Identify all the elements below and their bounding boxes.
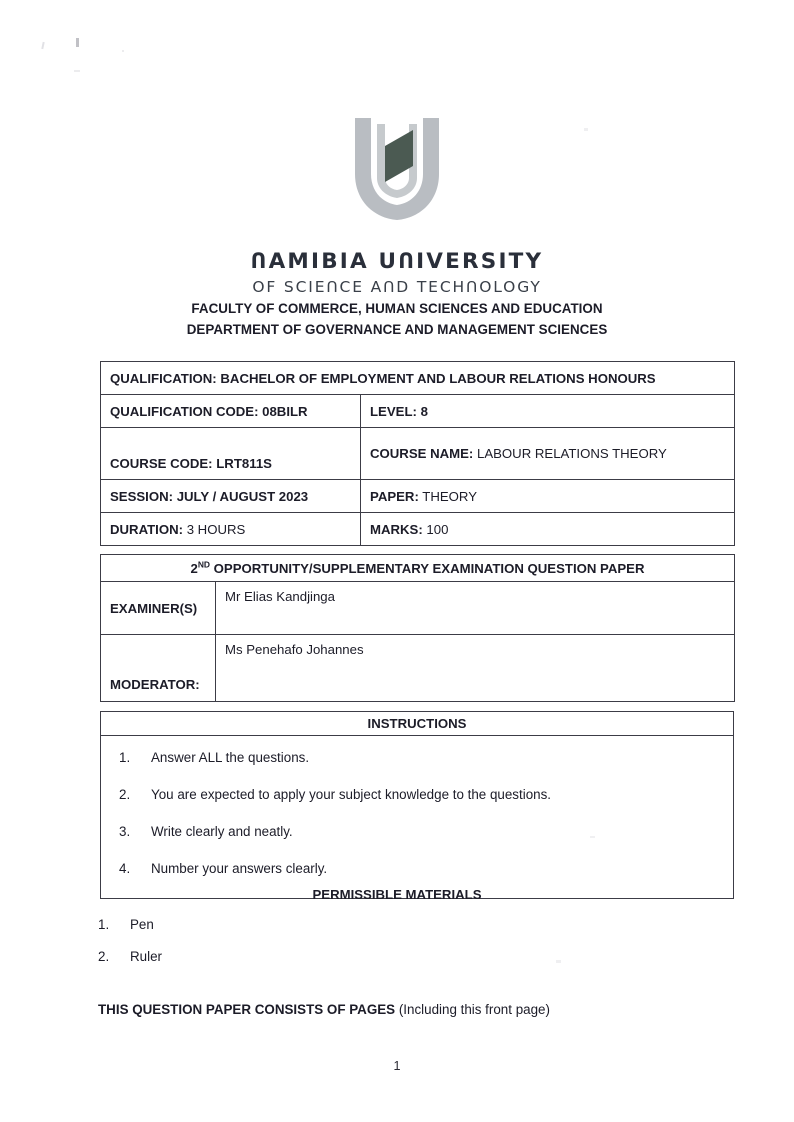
qualification-code-label: QUALIFICATION CODE: — [110, 403, 259, 419]
qualification-code-cell — [101, 395, 361, 428]
course-code-value: LRT811S — [216, 456, 272, 471]
qualification-label: QUALIFICATION: — [110, 370, 217, 386]
paper-label: PAPER: — [370, 488, 419, 504]
marks-cell — [361, 513, 735, 546]
scan-artifact — [122, 50, 124, 52]
table-row — [101, 428, 735, 480]
list-item — [101, 749, 733, 786]
list-item — [98, 948, 498, 980]
course-name-label: COURSE NAME: — [370, 446, 474, 461]
session-label: SESSION: — [110, 488, 174, 504]
scan-artifact — [76, 38, 79, 47]
university-logo-block — [0, 116, 794, 296]
faculty-name: FACULTY OF COMMERCE, HUMAN SCIENCES AND EDUCATION — [191, 301, 603, 316]
level-cell — [361, 395, 735, 428]
table-row — [101, 555, 735, 582]
table-row — [101, 582, 735, 635]
table-row — [101, 395, 735, 428]
faculty-heading-block — [0, 298, 794, 340]
qualification-code-value: 08BILR — [262, 403, 308, 419]
page-count-note — [98, 1002, 550, 1017]
qualification-value: BACHELOR OF EMPLOYMENT AND LABOUR RELATIONS HONOURS — [220, 370, 656, 386]
duration-cell — [101, 513, 361, 546]
opportunity-title-prefix: 2 — [190, 560, 198, 576]
opportunity-title-rest: OPPORTUNITY/SUPPLEMENTARY EXAMINATION QUESTION PAPER — [210, 560, 645, 576]
examiner-value: Mr Elias Kandjinga — [216, 582, 735, 635]
instructions-list — [101, 736, 733, 898]
permissible-materials-list — [98, 916, 498, 980]
page-count-note-regular: (Including this front page) — [395, 1002, 550, 1017]
instruction-text: Answer ALL the questions. — [151, 750, 310, 765]
course-code-cell — [101, 428, 361, 480]
instructions-box — [100, 711, 734, 899]
instruction-text: Write clearly and neatly. — [151, 824, 293, 839]
course-name-value: LABOUR RELATIONS THEORY — [476, 446, 667, 461]
table-row — [101, 635, 735, 702]
table-row — [101, 513, 735, 546]
scan-artifact — [556, 960, 561, 963]
instructions-title: INSTRUCTIONS — [101, 712, 733, 736]
list-item — [98, 916, 498, 948]
table-row — [101, 362, 735, 395]
level-value: 8 — [420, 403, 428, 419]
instruction-number: 3. — [119, 824, 131, 839]
material-number: 1. — [98, 917, 110, 932]
scan-artifact — [74, 70, 80, 72]
material-text: Ruler — [130, 949, 162, 964]
university-subtitle: OF SCIEՈCE AՈD TECHՈOLOGY — [252, 278, 542, 297]
instruction-text: Number your answers clearly. — [151, 861, 328, 876]
paper-cell — [361, 480, 735, 513]
table-row — [101, 480, 735, 513]
examiner-table — [100, 554, 735, 702]
session-value: JULY / AUGUST 2023 — [176, 488, 309, 504]
qualification-cell — [101, 362, 735, 395]
instruction-text: You are expected to apply your subject knowledge to the questions. — [151, 787, 552, 802]
page-count-note-bold: THIS QUESTION PAPER CONSISTS OF PAGES — [98, 1002, 396, 1017]
duration-value: 3 HOURS — [186, 521, 246, 537]
nust-shield-logo-icon — [349, 116, 445, 222]
university-name: ՈAMIBIA UՈIVERSITY — [250, 249, 544, 274]
instruction-number: 4. — [119, 861, 131, 876]
course-code-label: COURSE CODE: — [110, 456, 213, 471]
material-text: Pen — [130, 917, 154, 932]
moderator-label: MODERATOR: — [101, 635, 216, 702]
level-label: LEVEL: — [370, 403, 417, 419]
list-item — [101, 860, 733, 882]
scan-artifact — [41, 42, 44, 49]
opportunity-title-ordinal: ND — [197, 559, 211, 570]
material-number: 2. — [98, 949, 110, 964]
marks-value: 100 — [426, 521, 449, 537]
list-item — [101, 786, 733, 823]
moderator-value: Ms Penehafo Johannes — [216, 635, 735, 702]
page-number: 1 — [393, 1059, 401, 1073]
marks-label: MARKS: — [370, 521, 423, 537]
course-name-cell — [361, 428, 735, 480]
opportunity-title-cell — [101, 555, 735, 582]
department-name: DEPARTMENT OF GOVERNANCE AND MANAGEMENT SCIENCES — [186, 322, 608, 337]
session-cell — [101, 480, 361, 513]
duration-label: DURATION: — [110, 521, 184, 537]
list-item — [101, 823, 733, 860]
examiner-label: EXAMINER(S) — [101, 582, 216, 635]
instruction-number: 1. — [119, 750, 131, 765]
paper-value: THEORY — [422, 488, 478, 504]
qualification-table — [100, 361, 735, 546]
instruction-number: 2. — [119, 787, 131, 802]
permissible-materials-title: PERMISSIBLE MATERIALS — [312, 887, 482, 902]
